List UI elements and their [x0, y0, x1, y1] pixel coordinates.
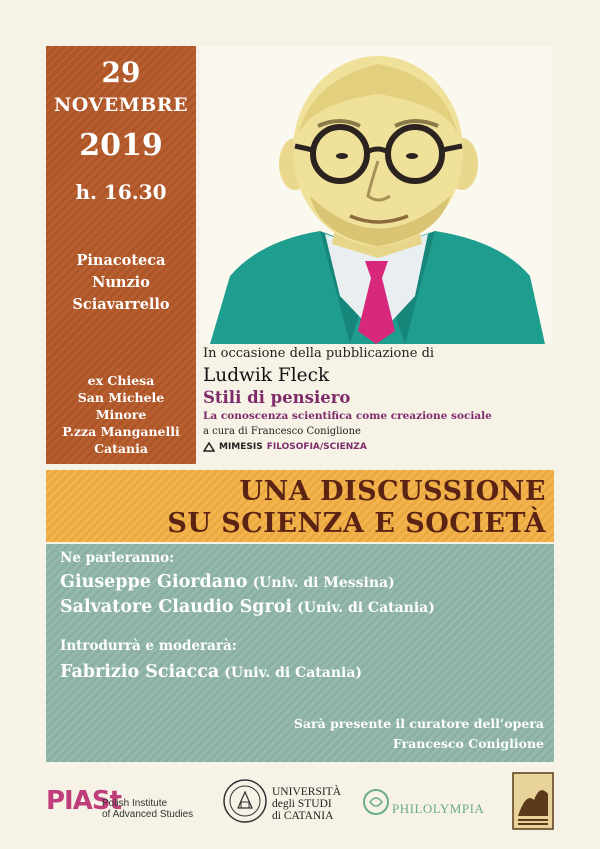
portrait-illustration — [200, 46, 552, 344]
unict-name — [272, 786, 341, 822]
presence-line-2: Francesco Coniglione — [392, 736, 544, 751]
location-line: Catania — [94, 441, 148, 456]
location-line: ex Chiesa — [87, 373, 155, 388]
piass-name-line: of Advanced Studies — [102, 809, 194, 820]
venue-line: Pinacoteca — [76, 252, 166, 269]
unict-name-line: di CATANIA — [272, 810, 334, 822]
piass-name-line: Polish Institute — [102, 798, 168, 809]
event-location — [46, 372, 196, 457]
venue-line: Sciavarrello — [72, 296, 170, 313]
moderator-label: Introdurrà e moderarà: — [60, 638, 237, 654]
location-line: San Michele — [77, 390, 165, 405]
event-year: 2019 — [79, 128, 163, 163]
publisher-series: FILOSOFIA/SCIENZA — [266, 442, 367, 452]
speaker-affiliation: (Univ. di Messina) — [252, 575, 395, 591]
book-subtitle: La conoscenza scientifica come creazione sociale — [203, 410, 492, 422]
headline-band — [46, 470, 554, 542]
book-title: Stili di pensiero — [203, 388, 351, 407]
publisher-line — [203, 442, 553, 452]
speaker-name: Salvatore Claudio Sgroi — [60, 597, 293, 617]
publication-intro: In occasione della pubblicazione di — [203, 346, 435, 361]
location-line: Minore — [95, 407, 147, 422]
headline-line-2: SU SCIENZA E SOCIETÀ — [167, 508, 546, 539]
event-day: 29 — [101, 56, 141, 89]
venue-line: Nunzio — [92, 274, 150, 291]
presence-line-1: Sarà presente il curatore dell’opera — [293, 716, 544, 731]
observatory-logo-icon — [512, 772, 554, 830]
speaker-affiliation: (Univ. di Catania) — [297, 600, 435, 616]
event-time: h. 16.30 — [75, 180, 167, 204]
piass-name — [102, 798, 193, 820]
philolympia-icon — [362, 788, 390, 816]
eye-left — [336, 153, 348, 159]
unict-name-line: UNIVERSITÀ — [272, 786, 341, 798]
headline-line-1: UNA DISCUSSIONE — [239, 476, 546, 507]
speakers-panel — [46, 544, 554, 762]
mimesis-icon — [203, 442, 215, 452]
moderator-row — [60, 662, 362, 682]
location-line: P.zza Manganelli — [62, 424, 180, 439]
footer-logos — [0, 768, 600, 849]
unict-name-line: degli STUDI — [272, 798, 332, 810]
speaker-row — [60, 572, 395, 592]
eye-right — [406, 153, 418, 159]
publication-block — [203, 346, 553, 452]
book-author: Ludwik Fleck — [203, 365, 330, 386]
piass-logo: PIASt — [46, 786, 122, 816]
speakers-label: Ne parleranno: — [60, 550, 175, 566]
speaker-name: Giuseppe Giordano — [60, 572, 248, 592]
speaker-row — [60, 597, 435, 617]
event-info-panel — [46, 46, 196, 464]
event-month: NOVEMBRE — [53, 94, 189, 116]
philolympia-name: PHILOLYMPIA — [392, 801, 485, 816]
publisher-name: MIMESIS — [219, 442, 263, 452]
moderator-name: Fabrizio Sciacca — [60, 662, 220, 682]
unict-seal-icon — [222, 778, 268, 824]
event-venue — [46, 250, 196, 316]
moderator-affiliation: (Univ. di Catania) — [224, 665, 363, 681]
portrait-svg — [200, 46, 552, 344]
book-editor: a cura di Francesco Coniglione — [203, 426, 361, 437]
